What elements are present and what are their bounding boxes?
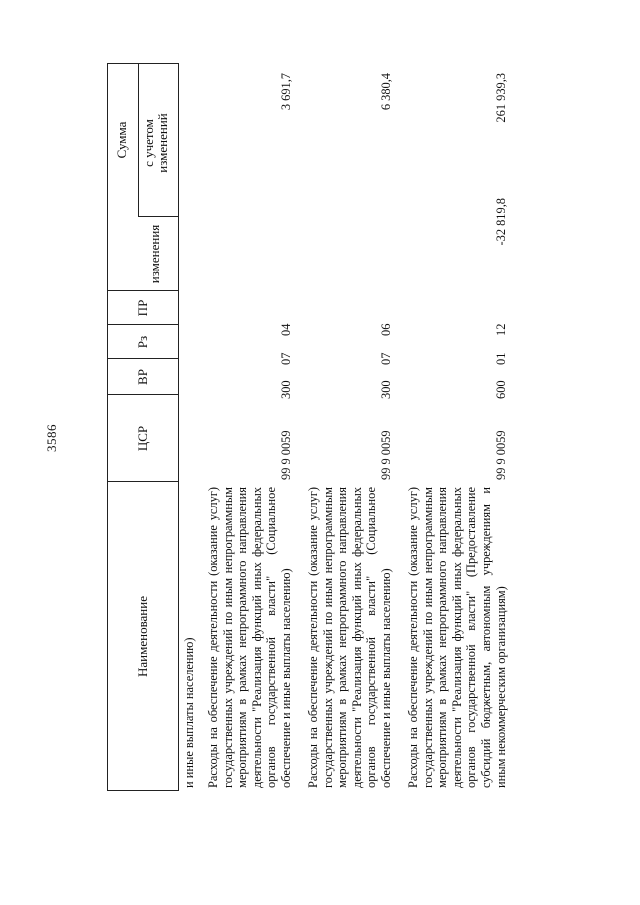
row-3-pr: 12 [494, 323, 508, 336]
header-csr: ЦСР [135, 425, 150, 452]
header-vr: ВР [135, 369, 150, 385]
table-top-border [107, 63, 108, 791]
header-sum: Сумма [114, 121, 129, 159]
header-with-changes [142, 83, 170, 203]
budget-table [102, 63, 592, 803]
row-2-total: 6 380,4 [379, 73, 393, 111]
header-changes: изменения [147, 224, 162, 284]
row-2-name: Расходы на обеспечение деятельности (оказание услуг) государственных учреждений по иным непрограммным мероприятиям в рамках непрограммного направления деятельности "Реализация функций иных федеральных органов государственной власти" (Социальное обеспечение и иные выплаты населению) [306, 487, 393, 788]
row-1-vr: 300 [279, 380, 293, 399]
row-1-pr: 04 [279, 323, 293, 336]
sum-subheader-divider [138, 63, 139, 217]
row-2-csr: 99 9 0059 [379, 430, 393, 480]
header-bottom-border [178, 63, 179, 791]
row-2-vr: 300 [379, 380, 393, 399]
row-3-name: Расходы на обеспечение деятельности (оказание услуг) государственных учреждений по иным непрограммным мероприятиям в рамках непрограммного направления деятельности "Реализация функций иных федеральных органов государственной власти" (Предоставление субсидий бюджетным, автономным учреждениям и иным некоммерческим организациям) [406, 487, 508, 788]
row-1-total: 3 691,7 [279, 73, 293, 111]
row-3-total: 261 939,3 [494, 73, 508, 123]
row-2-pr: 06 [379, 323, 393, 336]
row-1-name: Расходы на обеспечение деятельности (оказание услуг) государственных учреждений по иным непрограммным мероприятиям в рамках непрограммного направления деятельности "Реализация функций иных федеральных органов государственной власти" (Социальное обеспечение и иные выплаты населению) [206, 487, 293, 788]
header-with-changes-line1: с учетом [141, 119, 156, 167]
row-2-rz: 07 [379, 352, 393, 365]
header-name: Наименование [135, 596, 150, 677]
row-3-vr: 600 [494, 380, 508, 399]
header-pr: ПР [135, 299, 150, 317]
header-with-changes-line2: изменений [155, 113, 170, 173]
row-3-change: -32 819,8 [494, 198, 508, 246]
header-rz: Рз [135, 335, 150, 349]
row-3-rz: 01 [494, 352, 508, 365]
row-3-csr: 99 9 0059 [494, 430, 508, 480]
row-1-rz: 07 [279, 352, 293, 365]
row-1-csr: 99 9 0059 [279, 430, 293, 480]
carryover-text: и иные выплаты населению) [182, 637, 196, 788]
page-number: 3586 [44, 424, 59, 452]
